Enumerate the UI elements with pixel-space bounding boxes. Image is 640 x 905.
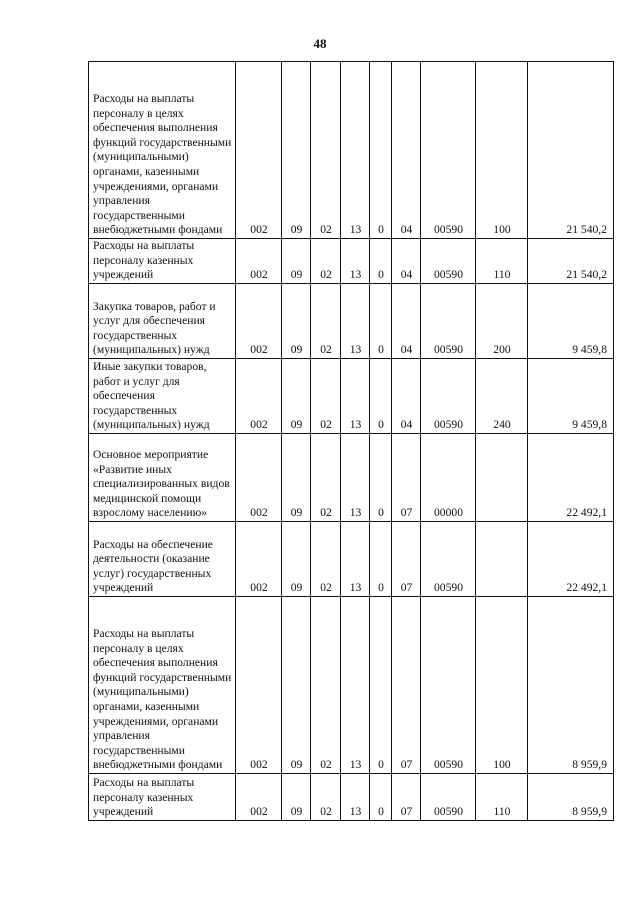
table-row xyxy=(89,284,614,359)
code-cell: 04 xyxy=(392,284,421,359)
code-cell: 13 xyxy=(341,359,370,434)
code-cell: 00590 xyxy=(421,522,476,597)
code-cell: 100 xyxy=(476,597,528,774)
table-row xyxy=(89,359,614,434)
code-cell: 02 xyxy=(311,359,341,434)
code-cell: 07 xyxy=(392,597,421,774)
code-cell xyxy=(476,522,528,597)
row-name: Расходы на выплаты персоналу в целях обеспечения выполнения функций государственными (муниципальными) органами, казенными учреждениями, органами управления государственными внебюджетными фондами xyxy=(89,597,236,774)
code-cell: 09 xyxy=(282,284,311,359)
row-name: Расходы на обеспечение деятельности (оказание услуг) государственных учреждений xyxy=(89,522,236,597)
code-cell: 02 xyxy=(311,62,341,239)
budget-table xyxy=(88,61,614,821)
row-name: Закупка товаров, работ и услуг для обеспечения государственных (муниципальных) нужд xyxy=(89,284,236,359)
code-cell: 04 xyxy=(392,239,421,284)
code-cell: 02 xyxy=(311,597,341,774)
page-number: 48 xyxy=(313,36,327,51)
code-cell: 002 xyxy=(236,522,282,597)
code-cell: 07 xyxy=(392,434,421,522)
code-cell: 002 xyxy=(236,239,282,284)
code-cell: 02 xyxy=(311,239,341,284)
code-cell: 13 xyxy=(341,62,370,239)
code-cell: 13 xyxy=(341,522,370,597)
code-cell: 09 xyxy=(282,359,311,434)
table-row xyxy=(89,774,614,821)
code-cell: 02 xyxy=(311,284,341,359)
table-row xyxy=(89,62,614,239)
amount-cell: 8 959,9 xyxy=(528,774,614,821)
row-name: Расходы на выплаты персоналу казенных учреждений xyxy=(89,239,236,284)
code-cell: 09 xyxy=(282,239,311,284)
code-cell: 02 xyxy=(311,434,341,522)
code-cell: 09 xyxy=(282,522,311,597)
code-cell: 00590 xyxy=(421,239,476,284)
row-name: Расходы на выплаты персоналу в целях обеспечения выполнения функций государственными (муниципальными) органами, казенными учреждениями, органами управления государственными внебюджетными фондами xyxy=(89,62,236,239)
code-cell: 13 xyxy=(341,239,370,284)
code-cell: 00590 xyxy=(421,597,476,774)
code-cell: 02 xyxy=(311,522,341,597)
code-cell: 09 xyxy=(282,62,311,239)
code-cell: 240 xyxy=(476,359,528,434)
amount-cell: 22 492,1 xyxy=(528,434,614,522)
code-cell: 00590 xyxy=(421,284,476,359)
amount-cell: 9 459,8 xyxy=(528,284,614,359)
table-row xyxy=(89,597,614,774)
code-cell: 0 xyxy=(370,62,392,239)
code-cell: 002 xyxy=(236,434,282,522)
code-cell: 04 xyxy=(392,359,421,434)
code-cell xyxy=(476,434,528,522)
row-name: Расходы на выплаты персоналу казенных учреждений xyxy=(89,774,236,821)
code-cell: 0 xyxy=(370,434,392,522)
code-cell: 00590 xyxy=(421,62,476,239)
code-cell: 13 xyxy=(341,774,370,821)
code-cell: 0 xyxy=(370,774,392,821)
table-row xyxy=(89,522,614,597)
table-row xyxy=(89,434,614,522)
code-cell: 0 xyxy=(370,284,392,359)
code-cell: 04 xyxy=(392,62,421,239)
code-cell: 13 xyxy=(341,597,370,774)
row-name: Иные закупки товаров, работ и услуг для обеспечения государственных (муниципальных) нужд xyxy=(89,359,236,434)
amount-cell: 9 459,8 xyxy=(528,359,614,434)
code-cell: 07 xyxy=(392,522,421,597)
code-cell: 07 xyxy=(392,774,421,821)
code-cell: 002 xyxy=(236,774,282,821)
row-name: Основное мероприятие «Развитие иных специализированных видов медицинской помощи взрослому населению» xyxy=(89,434,236,522)
code-cell: 110 xyxy=(476,774,528,821)
code-cell: 13 xyxy=(341,434,370,522)
code-cell: 002 xyxy=(236,62,282,239)
code-cell: 002 xyxy=(236,359,282,434)
code-cell: 00590 xyxy=(421,774,476,821)
code-cell: 002 xyxy=(236,284,282,359)
amount-cell: 21 540,2 xyxy=(528,62,614,239)
code-cell: 0 xyxy=(370,522,392,597)
amount-cell: 8 959,9 xyxy=(528,597,614,774)
code-cell: 200 xyxy=(476,284,528,359)
code-cell: 09 xyxy=(282,597,311,774)
code-cell: 0 xyxy=(370,239,392,284)
code-cell: 09 xyxy=(282,434,311,522)
code-cell: 13 xyxy=(341,284,370,359)
code-cell: 0 xyxy=(370,597,392,774)
amount-cell: 21 540,2 xyxy=(528,239,614,284)
code-cell: 00000 xyxy=(421,434,476,522)
code-cell: 0 xyxy=(370,359,392,434)
amount-cell: 22 492,1 xyxy=(528,522,614,597)
code-cell: 09 xyxy=(282,774,311,821)
code-cell: 100 xyxy=(476,62,528,239)
code-cell: 002 xyxy=(236,597,282,774)
code-cell: 00590 xyxy=(421,359,476,434)
table-row xyxy=(89,239,614,284)
code-cell: 110 xyxy=(476,239,528,284)
code-cell: 02 xyxy=(311,774,341,821)
